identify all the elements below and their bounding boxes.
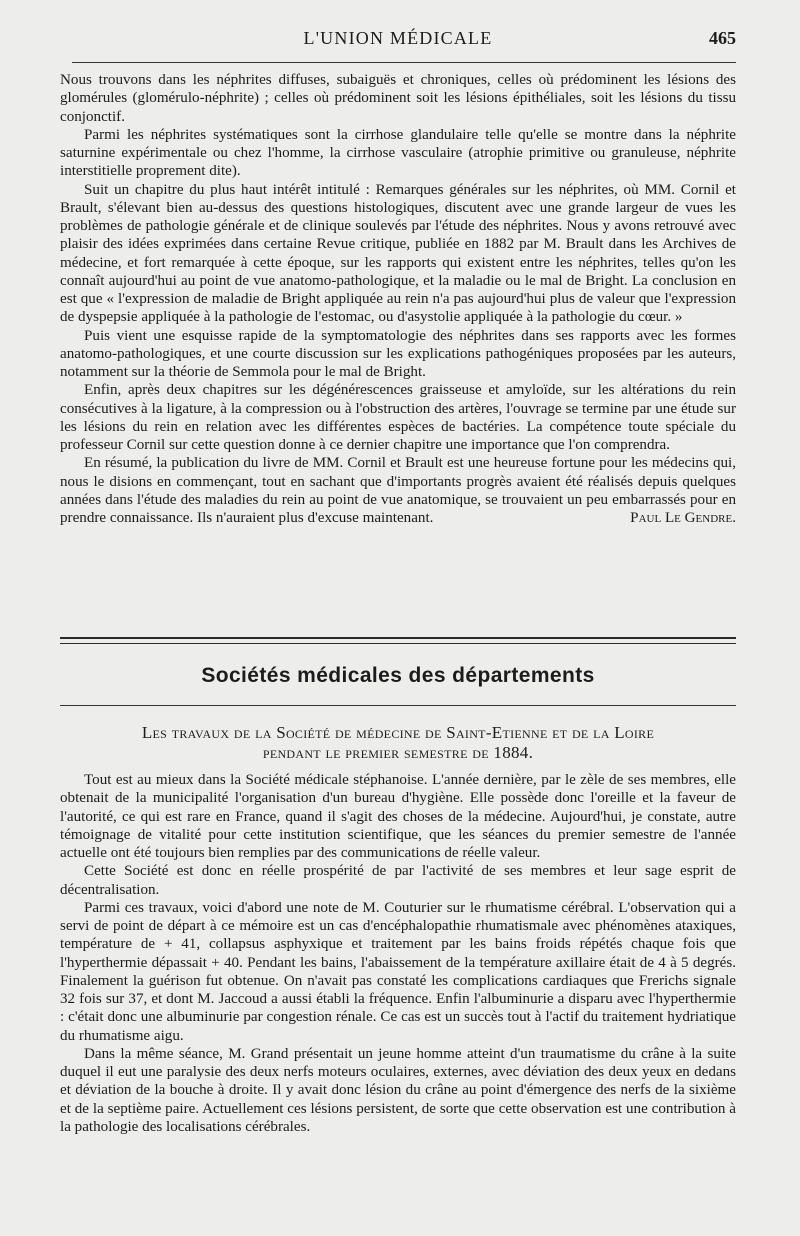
review-paragraph-3: Suit un chapitre du plus haut intérêt intitulé : Remarques générales sur les néphrites, où MM. Cornil et Brault, s'élevant bien au-dessus des questions histologiques, discutent avec une grande largeur de vues les problèmes de pathologie générale et de clinique soulevés par l'étude des néphrites. Nous y avons retrouvé avec plaisir des idées exprimées dans certaine Revue critique, publiée en 1882 par M. Brault dans les Archives de médecine, et fort remarquée à cette époque, sur les rapports qui existent entre les néphrites, telles qu'on les connaît aujourd'hui au point de vue anatomo-pathologique, et la maladie ou le mal de Bright. La conclusion en est que « l'expression de maladie de Bright appliquée au rein n'a pas aujourd'hui plus de valeur que l'expression de dyspepsie appliquée à la pathologie de l'estomac, ou d'asystolie appliquée à la pathologie du cœur. » xyxy=(60,181,736,326)
header-rule xyxy=(72,62,736,63)
article-title-line-1: Les travaux de la Société de médecine de Saint-Etienne et de la Loire xyxy=(141,723,655,742)
heading-rule xyxy=(60,705,736,706)
review-paragraph-1: Nous trouvons dans les néphrites diffuses, subaiguës et chroniques, celles où prédominent les lésions des glomérules (glomérulo-néphrite) ; celles où prédominent soit les lésions épithéliales, soit les lésions du tissu conjonctif. xyxy=(60,72,736,125)
review-paragraph-6: En résumé, la publication du livre de MM. Cornil et Brault est une heureuse fortune pour les médecins qui, nous le disions en commençant, tout en sachant que d'importants progrès avaient été réalisés depuis quelques années dans l'étude des maladies du rein au point de vue anatomique, se trouvaient un peu embarrassés pour en prendre connaissance. Ils n'auraient plus d'excuse maintenant. xyxy=(60,455,736,526)
section-divider xyxy=(60,637,736,644)
article-paragraph-2: Cette Société est donc en réelle prospérité de par l'activité de ses membres et leur sage esprit de décentralisation. xyxy=(60,863,736,898)
article-title xyxy=(60,723,736,763)
review-paragraph-4: Puis vient une esquisse rapide de la symptomatologie des néphrites dans ses rapports avec les formes anatomo-pathologiques, et une courte discussion sur les explications pathogéniques proposées par les auteurs, notamment sur la théorie de Semmola pour le mal de Bright. xyxy=(60,327,736,380)
page-header xyxy=(60,28,736,58)
article-paragraph-3: Parmi ces travaux, voici d'abord une note de M. Couturier sur le rhumatisme cérébral. L'observation qui a servi de point de départ à ce mémoire est un cas d'encéphalopathie rhumatismale avec phénomènes ataxiques, température de + 41, collapsus asphyxique et traitement par les bains froids répétés chaque fois que l'hyperthermie dépassait + 40. Pendant les bains, l'abaissement de la température axillaire était de 4 à 5 degrés. Finalement la guérison fut obtenue. On n'avait pas constaté les complications cardiaques que Frerichs signale 32 fois sur 37, et dont M. Jaccoud a aussi établi la fréquence. Enfin l'albuminurie a disparu avec l'hyperthermie : c'était donc une albuminurie par congestion rénale. Ce cas est un succès tout à l'actif du traitement hydriatique du rhumatisme aigu. xyxy=(60,899,736,1044)
review-paragraph-5: Enfin, après deux chapitres sur les dégénérescences graisseuse et amyloïde, sur les altérations du rein consécutives à la ligature, à la compression ou à l'obstruction des artères, l'ouvrage se termine par une étude sur les lésions du rein en relation avec les différentes espèces de bactéries. La compétence toute spéciale du professeur Cornil sur cette question donne à ce dernier chapitre une importance que l'on comprendra. xyxy=(60,382,736,453)
author-signature: Paul Le Gendre. xyxy=(630,510,736,526)
section-heading: Sociétés médicales des départements xyxy=(201,664,595,687)
page-number: 465 xyxy=(709,28,736,48)
article-paragraph-4: Dans la même séance, M. Grand présentait un jeune homme atteint d'un traumatisme du crâne à la suite duquel il eut une paralysie des deux nerfs moteurs oculaires, externes, avec déviation des deux yeux en dedans et déviation de la bouche à droite. Il y avait donc lésion du crâne au point d'émergence des nerfs de la sixième et de la septième paire. Actuellement ces lésions persistent, de sorte que cette observation est une contribution à la pathologie des localisations cérébrales. xyxy=(60,1045,736,1135)
article-paragraph-1: Tout est au mieux dans la Société médicale stéphanoise. L'année dernière, par le zèle de ses membres, elle obtenait de la municipalité l'organisation d'un bureau d'hygiène. Elle possède donc l'oreille et la faveur de l'autorité, ce qui est rare en France, quand il s'agit des choses de la médecine. Aujourd'hui, je constate, autre témoignage de vitalité pour cette institution scientifique, que les séances du premier semestre de l'année actuelle ont été toujours bien remplies par des communications de réelle valeur. xyxy=(60,772,736,861)
review-paragraph-2: Parmi les néphrites systématiques sont la cirrhose glandulaire telle qu'elle se montre dans la néphrite saturnine expérimentale ou chez l'homme, la cirrhose vasculaire (atrophie primitive ou granuleuse, néphrite interstitielle proprement dite). xyxy=(60,126,736,180)
running-title: L'UNION MÉDICALE xyxy=(303,28,493,48)
book-review xyxy=(60,71,736,527)
article-title-line-2: pendant le premier semestre de 1884. xyxy=(262,743,534,762)
article-body xyxy=(60,771,736,1136)
